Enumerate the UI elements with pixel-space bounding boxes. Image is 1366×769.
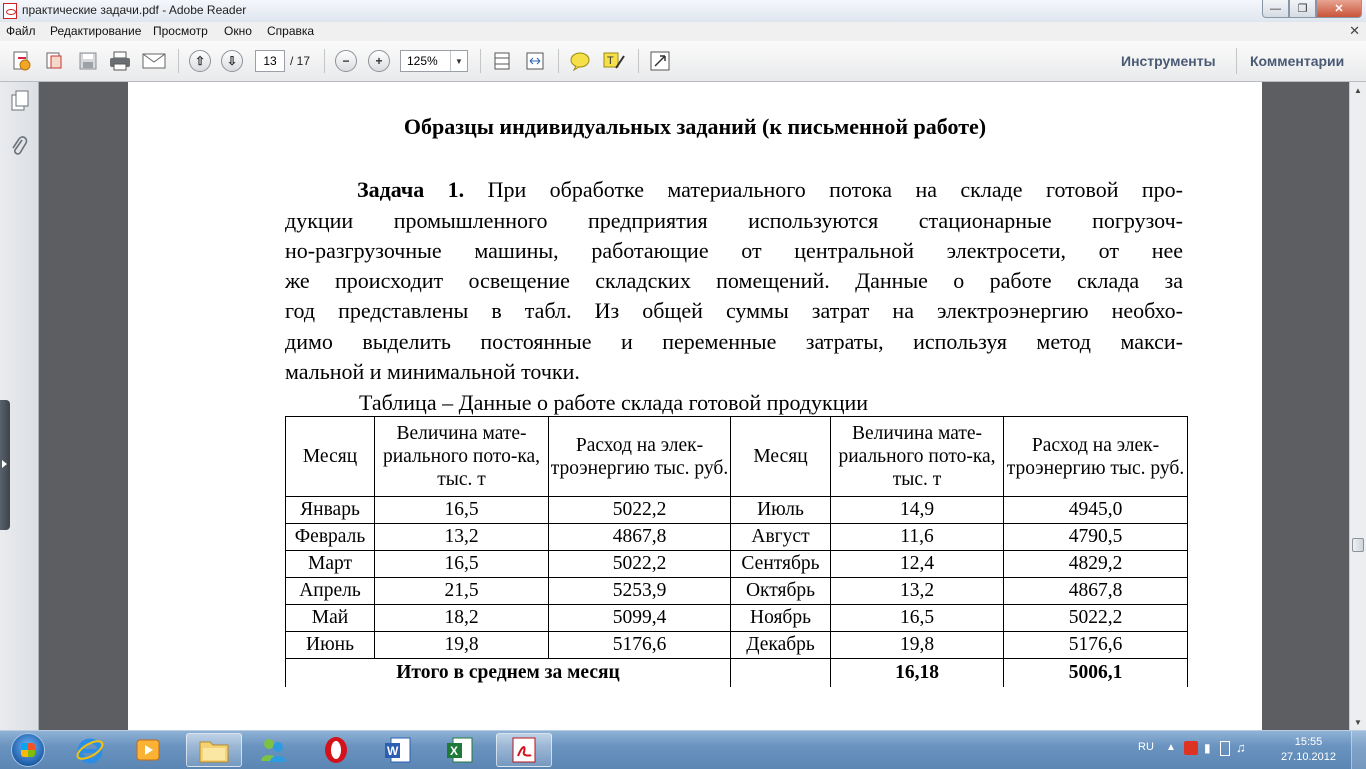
- column-header: Расход на элек-троэнергию тыс. руб.: [549, 417, 731, 497]
- toolbar-separator: [480, 49, 481, 73]
- paragraph-line: дукции промышленного предприятия используются стационарные погрузоч-: [285, 208, 1183, 233]
- navigation-panel: [0, 82, 39, 730]
- fit-width-icon[interactable]: [523, 49, 547, 73]
- page-thumbnails-icon[interactable]: [10, 90, 30, 117]
- comments-button[interactable]: Комментарии: [1250, 53, 1345, 69]
- table-header-row: [286, 417, 1188, 497]
- table-cell: 4867,8: [1004, 578, 1188, 605]
- menu-window[interactable]: Окно: [224, 24, 252, 38]
- media-player-icon[interactable]: [120, 733, 176, 767]
- restore-button[interactable]: ❐: [1289, 0, 1316, 18]
- clock[interactable]: 15:55 27.10.2012: [1280, 736, 1336, 763]
- show-desktop-button[interactable]: [1351, 731, 1366, 769]
- table-cell: 5176,6: [549, 632, 731, 659]
- table-cell: Январь: [286, 497, 375, 524]
- opera-icon[interactable]: [308, 733, 364, 767]
- chevron-down-icon[interactable]: ▼: [450, 51, 467, 71]
- toolbar-separator: [558, 49, 559, 73]
- battery-icon[interactable]: [1220, 741, 1230, 756]
- scroll-up-icon[interactable]: ▲: [1354, 85, 1362, 95]
- close-document-icon[interactable]: ✕: [1349, 23, 1360, 38]
- adobe-reader-icon: [3, 3, 17, 19]
- table-cell: 16,5: [831, 605, 1004, 632]
- close-button[interactable]: ✕: [1316, 0, 1362, 18]
- table-caption: Таблица – Данные о работе склада готовой продукции: [359, 390, 869, 415]
- task-label: Задача 1.: [357, 177, 465, 202]
- tools-button[interactable]: Инструменты: [1121, 53, 1216, 69]
- column-header: Величина мате-риального пото-ка, тыс. т: [375, 417, 549, 497]
- full-screen-icon[interactable]: [648, 49, 672, 73]
- table-cell: Август: [731, 524, 831, 551]
- adobe-reader-icon[interactable]: [496, 733, 552, 767]
- highlight-text-icon[interactable]: [601, 49, 627, 73]
- table-cell: 4867,8: [549, 524, 731, 551]
- table-row: [286, 497, 1188, 524]
- menu-bar: [0, 22, 1366, 41]
- table-cell: 5099,4: [549, 605, 731, 632]
- word-icon[interactable]: [370, 733, 426, 767]
- svg-text:T: T: [607, 55, 614, 67]
- table-cell: 21,5: [375, 578, 549, 605]
- windows-logo-icon: [11, 733, 45, 767]
- toolbar-separator: [638, 49, 639, 73]
- taskbar: [0, 730, 1366, 769]
- combine-files-icon[interactable]: [42, 49, 66, 73]
- fit-page-icon[interactable]: [490, 49, 514, 73]
- table-cell: 5022,2: [549, 551, 731, 578]
- comment-icon[interactable]: [568, 49, 592, 73]
- svg-text:X: X: [450, 744, 459, 758]
- ie-icon[interactable]: [62, 733, 118, 767]
- table-cell: Июль: [731, 497, 831, 524]
- table-row: [286, 632, 1188, 659]
- table-cell: 13,2: [831, 578, 1004, 605]
- network-icon[interactable]: ▮: [1204, 741, 1211, 755]
- minus-icon: −: [335, 50, 357, 72]
- table-cell: Март: [286, 551, 375, 578]
- table-cell: Сентябрь: [731, 551, 831, 578]
- table-row: [286, 605, 1188, 632]
- scroll-down-icon[interactable]: ▼: [1354, 717, 1362, 727]
- page-number-input[interactable]: [255, 50, 285, 72]
- paragraph-line: но-разгрузочные машины, работающие от центральной электросети, от нее: [285, 238, 1183, 263]
- arrow-up-icon: ⇧: [189, 50, 211, 72]
- table-cell: 19,8: [375, 632, 549, 659]
- table-cell: 11,6: [831, 524, 1004, 551]
- table-cell: Июнь: [286, 632, 375, 659]
- panel-toggle-handle[interactable]: [0, 400, 10, 530]
- table-cell: 16,5: [375, 551, 549, 578]
- table-footer-row: [286, 659, 1188, 688]
- column-header: Месяц: [731, 417, 831, 497]
- toolbar-separator: [178, 49, 179, 73]
- arrow-down-icon: ⇩: [221, 50, 243, 72]
- paragraph-line: Задача 1. При обработке материального потока на складе готовой про-: [357, 177, 1183, 202]
- column-header: Расход на элек-троэнергию тыс. руб.: [1004, 417, 1188, 497]
- pdf-page: [128, 82, 1262, 730]
- plus-icon: +: [368, 50, 390, 72]
- vertical-scrollbar[interactable]: [1349, 82, 1366, 730]
- attachments-icon[interactable]: [10, 134, 28, 163]
- excel-icon[interactable]: [432, 733, 488, 767]
- column-header: Месяц: [286, 417, 375, 497]
- create-pdf-icon[interactable]: [10, 49, 34, 73]
- table-cell: 4945,0: [1004, 497, 1188, 524]
- zoom-in-button[interactable]: [367, 49, 391, 73]
- footer-flow: 16,18: [831, 659, 1004, 688]
- menu-edit[interactable]: Редактирование: [50, 24, 142, 38]
- table-cell: Октябрь: [731, 578, 831, 605]
- table-row: [286, 578, 1188, 605]
- table-cell: Февраль: [286, 524, 375, 551]
- footer-label: Итого в среднем за месяц: [286, 659, 731, 688]
- menu-file[interactable]: Файл: [6, 24, 36, 38]
- svg-text:W: W: [387, 744, 399, 758]
- save-icon[interactable]: [76, 49, 100, 73]
- window-title: практические задачи.pdf - Adobe Reader: [22, 3, 247, 17]
- table-row: [286, 551, 1188, 578]
- column-header: Величина мате-риального пото-ка, тыс. т: [831, 417, 1004, 497]
- table-cell: Ноябрь: [731, 605, 831, 632]
- table-cell: Декабрь: [731, 632, 831, 659]
- data-table: [285, 416, 1188, 687]
- zoom-out-button[interactable]: [334, 49, 358, 73]
- footer-cost: 5006,1: [1004, 659, 1188, 688]
- title-bar: [0, 0, 1366, 23]
- table-cell: 5176,6: [1004, 632, 1188, 659]
- table-cell: 5253,9: [549, 578, 731, 605]
- menu-help[interactable]: Справка: [267, 24, 315, 38]
- document-viewer: [39, 82, 1349, 730]
- paragraph-line: же происходит освещение складских помещений. Данные о работе склада за: [285, 268, 1183, 293]
- table-cell: 19,8: [831, 632, 1004, 659]
- table-cell: 4790,5: [1004, 524, 1188, 551]
- table-cell: 18,2: [375, 605, 549, 632]
- window-controls: [1262, 0, 1362, 19]
- page-heading: Образцы индивидуальных заданий (к письменной работе): [403, 114, 987, 139]
- table-cell: Май: [286, 605, 375, 632]
- previous-page-button[interactable]: [188, 49, 212, 73]
- table-cell: 13,2: [375, 524, 549, 551]
- menu-view[interactable]: Просмотр: [153, 24, 208, 38]
- table-cell: 16,5: [375, 497, 549, 524]
- email-icon[interactable]: [141, 49, 167, 73]
- minimize-button[interactable]: —: [1262, 0, 1289, 18]
- zoom-select[interactable]: [400, 50, 468, 72]
- page-total: / 17: [290, 54, 311, 68]
- paragraph-line: мальной и минимальной точки.: [285, 359, 580, 384]
- table-cell: 5022,2: [549, 497, 731, 524]
- table-cell: Апрель: [286, 578, 375, 605]
- zoom-value: 125%: [407, 54, 438, 68]
- volume-icon[interactable]: ♫: [1236, 740, 1246, 755]
- scroll-thumb[interactable]: [1352, 538, 1364, 552]
- antivirus-icon[interactable]: [1184, 741, 1198, 755]
- table-row: [286, 524, 1188, 551]
- system-tray: [1126, 731, 1366, 769]
- explorer-icon[interactable]: [186, 733, 242, 767]
- table-cell: 4829,2: [1004, 551, 1188, 578]
- toolbar-separator: [324, 49, 325, 73]
- table-cell: 5022,2: [1004, 605, 1188, 632]
- show-hidden-icons-icon[interactable]: ▲: [1166, 742, 1176, 753]
- paragraph-line: год представлены в табл. Из общей суммы затрат на электроэнергию необхо-: [285, 298, 1183, 323]
- language-indicator[interactable]: RU: [1138, 741, 1154, 753]
- print-icon[interactable]: [108, 49, 132, 73]
- start-button[interactable]: [2, 731, 54, 769]
- table-cell: 12,4: [831, 551, 1004, 578]
- table-cell: 14,9: [831, 497, 1004, 524]
- toolbar-separator: [1236, 48, 1237, 74]
- paragraph-line: димо выделить постоянные и переменные затраты, используя метод макси-: [285, 329, 1183, 354]
- next-page-button[interactable]: [220, 49, 244, 73]
- messenger-icon[interactable]: [245, 733, 301, 767]
